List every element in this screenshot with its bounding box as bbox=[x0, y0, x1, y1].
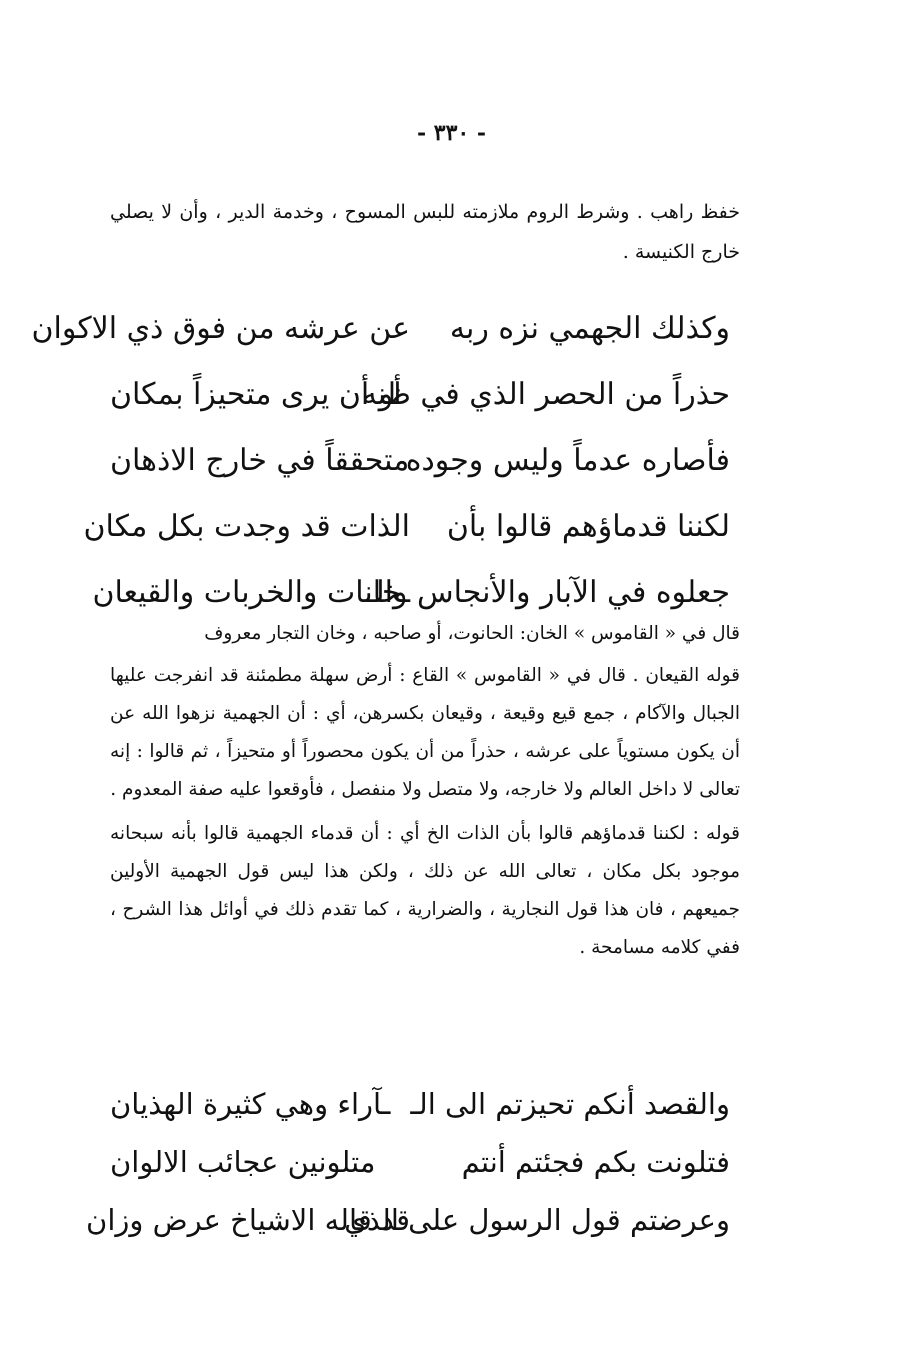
top-paragraph: خفظ راهب . وشرط الروم ملازمته للبس المسوح ، وخدمة الدير ، وأن لا يصلي خارج الكنيسة . bbox=[110, 201, 740, 263]
verse-first-hemistich: جعلوه في الآبار والأنجاس والـ bbox=[366, 574, 730, 610]
verse-first-hemistich: والقصد أنكم تحيزتم الى الـ bbox=[410, 1087, 730, 1121]
verse-second-hemistich: ـآراء وهي كثيرة الهذيان bbox=[110, 1087, 391, 1121]
verse-first-hemistich: وكذلك الجهمي نزه ربه bbox=[449, 310, 730, 346]
verse-second-hemistich: أو أن يرى متحيزاً بمكان bbox=[110, 376, 402, 412]
verse-line bbox=[110, 1133, 730, 1191]
verses-block-1 bbox=[31, 295, 730, 625]
commentary-paragraph: قوله القيعان . قال في « القاموس » القاع : أرض سهلة مطمئنة قد انفرجت عليها الجبال والآكام ، جمع قيع وقيعة ، وقيعان بكسرهن، أي : أن الجهمية نزهوا الله عن أن يكون مستوياً على عرشه ، حذراً من أن يكون محصوراً أو متحيزاً ، ثم قالوا : إنه تعالى لا داخل العالم ولا خارجه، ولا متصل ولا منفصل ، فأوقعوا عليه صفة المعدوم . bbox=[110, 665, 740, 800]
verse-line bbox=[110, 1075, 730, 1133]
verse-second-hemistich: قد قاله الاشياخ عرض وزان bbox=[86, 1203, 410, 1237]
verse-first-hemistich: لكننا قدماؤهم قالوا بأن bbox=[446, 508, 730, 544]
verse-line bbox=[31, 295, 730, 361]
verse-second-hemistich: متلونين عجائب الالوان bbox=[110, 1145, 376, 1179]
verse-second-hemistich: الذات قد وجدت بكل مكان bbox=[83, 508, 410, 544]
commentary-paragraph: قال في « القاموس » الخان: الحانوت، أو صاحبه ، وخان التجار معروف bbox=[204, 623, 740, 644]
page-number: - ٣٣٠ - bbox=[416, 120, 487, 146]
commentary bbox=[110, 615, 740, 967]
verse-first-hemistich: فتلونت بكم فجئتم أنتم bbox=[461, 1145, 730, 1179]
verse-first-hemistich: فأصاره عدماً وليس وجوده bbox=[405, 442, 730, 478]
verse-second-hemistich: عن عرشه من فوق ذي الاكوان bbox=[31, 310, 410, 346]
verse-line bbox=[110, 361, 730, 427]
verse-first-hemistich: حذراً من الحصر الذي في ظنه bbox=[361, 376, 730, 412]
verses-block-2 bbox=[86, 1075, 730, 1249]
verse-first-hemistich: وعرضتم قول الرسول على الذي bbox=[344, 1203, 730, 1237]
commentary-paragraph: قوله : لكننا قدماؤهم قالوا بأن الذات الخ أي : أن قدماء الجهمية قالوا بأنه سبحانه موجود بكل مكان ، تعالى الله عن ذلك ، ولكن هذا ليس قول الجهمية الأولين جميعهم ، فان هذا قول النجارية ، والضرارية ، كما تقدم ذلك في أوائل هذا الشرح ، ففي كلامه مسامحة . bbox=[110, 823, 740, 958]
verse-second-hemistich: متحققاً في خارج الاذهان bbox=[110, 442, 410, 478]
verse-line bbox=[83, 493, 730, 559]
verse-line bbox=[110, 427, 730, 493]
verse-second-hemistich: ـخانات والخربات والقيعان bbox=[92, 574, 410, 610]
verse-line bbox=[86, 1191, 730, 1249]
